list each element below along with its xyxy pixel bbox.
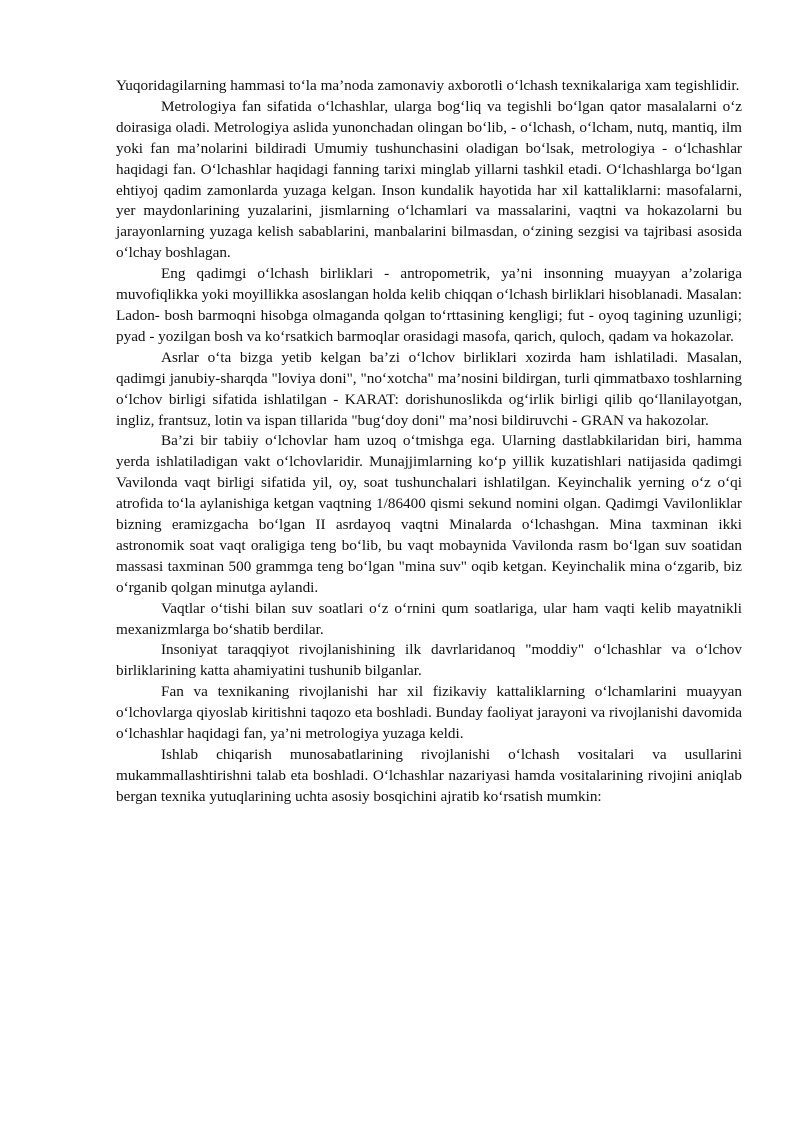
paragraph-anthropometric-units: Eng qadimgi o‘lchash birliklari - antropometrik, ya’ni insonning muayyan a’zolariga muvofiqlikka yoki moyillikka asoslangan holda kelib chiqqan o‘lchash birliklari hisoblanadi. Masalan: Ladon- bosh barmoqni hisobga olmaganda qolgan to‘rttasining kengligi; fut - oyoq tagining uzunligi; pyad - yozilgan bosh va ko‘rsatkich barmoqlar orasidagi masofa, qarich, quloch, qadam va hokazolar. <box>116 265 742 345</box>
paragraph-metrology-definition: Metrologiya fan sifatida o‘lchashlar, ularga bog‘liq va tegishli bo‘lgan qator masalalarni o‘z doirasiga oladi. Metrologiya aslida yunonchadan olingan bo‘lib, - o‘lchash, o‘lcham, nutq, mantiq, ilm yoki fan ma’nolarini bildiradi Umumiy tushunchasini oladigan bo‘lsak, metrologiya - o‘lchashlar haqidagi fan. O‘lchashlar haqidagi fanning tarixi minglab yillarni tashkil etadi. O‘lchashlarga bo‘lgan ehtiyoj qadim zamonlarda yuzaga kelgan. Inson kundalik hayotida har xil kattaliklarni: masofalarni, yer maydonlarining yuzalarini, jismlarning o‘lchamlari va massalarini, vaqtni va hokazolarni bu jarayonlarning yuzaga kelish sabablarini, manbalarini bilmasdan, o‘zining sezgisi va tajribasi asosida o‘lchay boshlagan. <box>116 97 742 262</box>
paragraph-science-development: Fan va texnikaning rivojlanishi har xil fizikaviy kattaliklarning o‘lchamlarini muayyan o‘lchovlarga qiyoslab kiritishni taqozo eta boshladi. Bunday faoliyat jarayoni va rivojlanishi davomida o‘lchashlar haqidagi fan, ya’ni metrologiya yuzaga keldi. <box>116 683 742 743</box>
paragraph-material-measurements: Insoniyat taraqqiyot rivojlanishining ilk davrlaridanoq "moddiy" o‘lchashlar va o‘lchov birliklarining katta ahamiyatini tushunib bilganlar. <box>116 641 742 680</box>
paragraph-ancient-units: Asrlar o‘ta bizga yetib kelgan ba’zi o‘lchov birliklari xozirda ham ishlatiladi. Masalan, qadimgi janubiy-sharqda "loviya doni", "no‘xotcha" ma’nosini bildirgan, turli qimmatbaxo toshlarning o‘lchov birligi sifatida ishlatilgan - KARAT: dorishunoslikda og‘irlik birligi qilib qo‘llanilayotgan, ingliz, frantsuz, lotin va ispan tillarida "bug‘doy doni" ma’nosi bildiruvchi - GRAN va hakozolar. <box>116 348 742 429</box>
document-page <box>116 76 742 808</box>
paragraph-intro: Yuqoridagilarning hammasi to‘la ma’noda zamonaviy axborotli o‘lchash texnikalariga xam tegishlidir. <box>116 77 740 94</box>
paragraph-production-stages: Ishlab chiqarish munosabatlarining rivojlanishi o‘lchash vositalari va usullarini mukammallashtirishni talab eta boshladi. O‘lchashlar nazariyasi hamda vositalarining rivojini aniqlab bergan texnika yutuqlarining uchta asosiy bosqichini ajratib ko‘rsatish mumkin: <box>116 746 742 805</box>
paragraph-clocks: Vaqtlar o‘tishi bilan suv soatlari o‘z o‘rnini qum soatlariga, ular ham vaqti kelib mayatnikli mexanizmlarga bo‘shatib berdilar. <box>116 599 742 638</box>
paragraph-natural-measures: Ba’zi bir tabiiy o‘lchovlar ham uzoq o‘tmishga ega. Ularning dastlabkilaridan biri, hamma yerda ishlatiladigan vakt o‘lchovlaridir. Munajjimlarning ko‘p yillik kuzatishlari natijasida qadimgi Vavilonda vaqt birligi sifatida yil, oy, soat tushunchalari ishlatilgan. Keyinchalik yerning o‘z o‘qi atrofida to‘la aylanishiga ketgan vaqtning 1/86400 qismi sekund nomini olgan. Qadimgi Vavilonliklar bizning eramizgacha bo‘lgan II asrdayoq vaqtni Minalarda o‘lchashgan. Mina taxminan ikki astronomik soat vaqt oraligiga teng bo‘lib, bu vaqt mobaynida Vavilonda rasm bo‘lgan suv soatidan massasi taxminan 500 grammga teng bo‘lgan "mina suv" oqib ketgan. Keyinchalik mina o‘zgarib, biz o‘rganib qolgan minutga aylandi. <box>116 432 742 596</box>
